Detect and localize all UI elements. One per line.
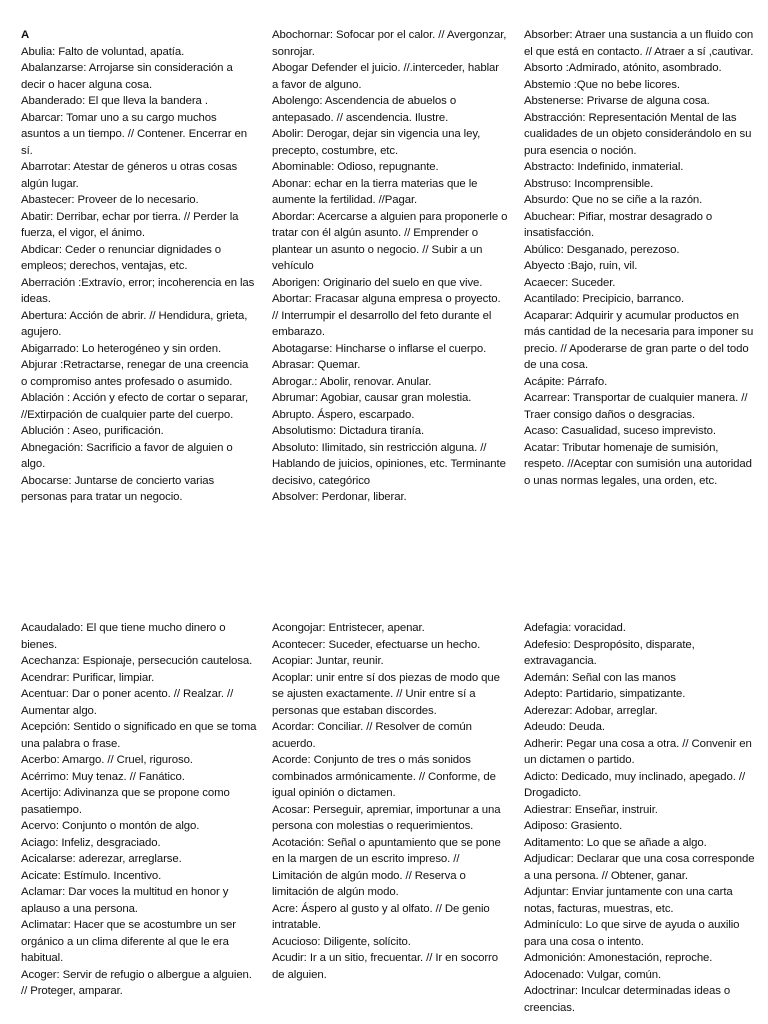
glossary-entry: Ablución : Aseo, purificación. <box>21 425 164 437</box>
glossary-entry: Acaudalado: El que tiene mucho dinero o bienes. <box>21 622 226 651</box>
glossary-entry: Abortar: Fracasar alguna empresa o proyecto. // Interrumpir el desarrollo del feto durante el embarazo. <box>272 293 501 338</box>
glossary-entry: Acicate: Estímulo. Incentivo. <box>21 869 162 882</box>
glossary-entry: Abulia: Falto de voluntad, apatía. <box>21 45 185 58</box>
glossary-entry: Abstracto: Indefinido, inmaterial. <box>524 161 684 173</box>
glossary-entry: Acudir: Ir a un sitio, frecuentar. // Ir en socorro de alguien. <box>272 952 498 981</box>
glossary-entry: Abatir: Derribar, echar por tierra. // Perder la fuerza, el vigor, el ánimo. <box>21 210 239 239</box>
glossary-entry: Acicalarse: aderezar, arreglarse. <box>21 853 182 865</box>
glossary-entry: Acoplar: unir entre sí dos piezas de modo que se ajusten exactamente. // Unir entre sí a personas que estaban discordes. <box>272 671 500 717</box>
glossary-entry: Acoger: Servir de refugio o albergue a alguien. // Proteger, amparar. <box>21 968 252 997</box>
glossary-entry: Abuchear: Pifiar, mostrar desagrado o insatisfacción. <box>524 210 713 239</box>
glossary-entry: Acertijo: Adivinanza que se propone como pasatiempo. <box>21 787 230 816</box>
glossary-entry: Acontecer: Suceder, efectuarse un hecho. <box>272 638 481 651</box>
glossary-entry: Aciago: Infeliz, desgraciado. <box>21 836 161 849</box>
glossary-entry: Abigarrado: Lo heterogéneo y sin orden. <box>21 342 222 355</box>
glossary-entry: Adherir: Pegar una cosa a otra. // Convenir en un dictamen o partido. <box>524 737 752 766</box>
glossary-entry: Acongojar: Entristecer, apenar. <box>272 622 425 634</box>
glossary-entry: Acatar: Tributar homenaje de sumisión, respeto. //Aceptar con sumisión una autoridad o unas normas legales, una orden, etc. <box>524 441 752 487</box>
glossary-entry: Abonar: echar en la tierra materias que le aumente la fertilidad. //Pagar. <box>272 177 478 206</box>
glossary-entry: Abolir: Derogar, dejar sin vigencia una ley, precepto, costumbre, etc. <box>272 128 481 157</box>
glossary-entry: Acre: Áspero al gusto y al olfato. // De genio intratable. <box>272 902 490 931</box>
top-column-1 <box>21 27 257 506</box>
glossary-entry: Abochornar: Sofocar por el calor. // Avergonzar, sonrojar. <box>272 29 507 58</box>
glossary-entry: Acarrear: Transportar de cualquier manera. // Traer consigo daños o desgracias. <box>524 392 748 421</box>
glossary-entry: Adicto: Dedicado, muy inclinado, apegado. // Drogadicto. <box>524 770 746 799</box>
glossary-entry: Abalanzarse: Arrojarse sin consideración a decir o hacer alguna cosa. <box>21 62 233 91</box>
glossary-entry: Abjurar :Retractarse, renegar de una creencia o compromiso antes profesado o asumido. <box>21 359 249 388</box>
glossary-entry: Abstruso: Incomprensible. <box>524 177 654 190</box>
glossary-entry: Abastecer: Proveer de lo necesario. <box>21 194 199 206</box>
glossary-entry: Ademán: Señal con las manos <box>524 671 676 684</box>
glossary-entry: Abertura: Acción de abrir. // Hendidura, grieta, agujero. <box>21 309 248 338</box>
glossary-entry: Adefesio: Despropósito, disparate, extravagancia. <box>524 638 695 667</box>
glossary-entry: Acorde: Conjunto de tres o más sonidos combinados armónicamente. // Conforme, de igual opinión o dictamen. <box>272 754 496 799</box>
glossary-entry: Adjudicar: Declarar que una cosa corresponde a una persona. // Obtener, ganar. <box>524 853 755 882</box>
glossary-entry: Abdicar: Ceder o renunciar dignidades o empleos; derechos, ventajas, etc. <box>21 243 221 272</box>
glossary-entry: Adiestrar: Enseñar, instruir. <box>524 803 658 816</box>
bottom-column-2 <box>272 620 508 983</box>
glossary-entry: Adminículo: Lo que sirve de ayuda o auxilio para una cosa o intento. <box>524 919 740 948</box>
glossary-entry: Acepción: Sentido o significado en que se toma una palabra o frase. <box>21 721 257 750</box>
glossary-entry: Abúlico: Desganado, perezoso. <box>524 243 680 256</box>
glossary-entry: Acervo: Conjunto o montón de algo. <box>21 820 200 832</box>
glossary-entry: Abarcar: Tomar uno a su cargo muchos asuntos a un tiempo. // Contener. Encerrar en sí. <box>21 111 247 157</box>
glossary-entry: Acaso: Casualidad, suceso imprevisto. <box>524 425 716 437</box>
glossary-entry: Adocenado: Vulgar, común. <box>524 968 662 981</box>
glossary-entry: Acendrar: Purificar, limpiar. <box>21 671 155 684</box>
glossary-entry: Abrasar: Quemar. <box>272 359 361 371</box>
glossary-entry: Absoluto: Ilimitado, sin restricción alguna. // Hablando de juicios, opiniones, etc. Terminante decisivo, categórico <box>272 441 506 487</box>
glossary-entry: Abocarse: Juntarse de concierto varias personas para tratar un negocio. <box>21 474 215 503</box>
top-column-2 <box>272 27 508 506</box>
glossary-entry: Abordar: Acercarse a alguien para proponerle o tratar con él algún asunto. // Emprender o plantear un asunto o negocio. // Subir a un vehículo <box>272 210 508 272</box>
glossary-entry: Absorber: Atraer una sustancia a un fluido con el que está en contacto. // Atraer a sí ,cautivar. <box>524 29 754 58</box>
glossary-entry: Abstemio :Que no bebe licores. <box>524 78 680 91</box>
glossary-entry: Aditamento: Lo que se añade a algo. <box>524 836 707 849</box>
glossary-entry: Abotagarse: Hincharse o inflarse el cuerpo. <box>272 342 487 355</box>
glossary-entry: Acosar: Perseguir, apremiar, importunar a una persona con molestias o requerimientos. <box>272 803 501 832</box>
glossary-entry: Adjuntar: Enviar juntamente con una carta notas, facturas, muestras, etc. <box>524 886 733 915</box>
glossary-entry: Adepto: Partidario, simpatizante. <box>524 688 686 700</box>
glossary-entry: Acérrimo: Muy tenaz. // Fanático. <box>21 770 185 783</box>
glossary-entry: Adoctrinar: Inculcar determinadas ideas o creencias. <box>524 985 731 1014</box>
glossary-entry: Abrupto. Áspero, escarpado. <box>272 408 415 421</box>
bottom-column-1 <box>21 620 257 1000</box>
glossary-entry: Abnegación: Sacrificio a favor de alguien o algo. <box>21 441 233 470</box>
glossary-entry: Abarrotar: Atestar de géneros u otras cosas algún lugar. <box>21 161 238 190</box>
bottom-column-3 <box>524 620 760 1016</box>
glossary-entry: Acápite: Párrafo. <box>524 375 608 388</box>
glossary-entry: Abstracción: Representación Mental de las cualidades de un objeto considerándolo en su pura esencia o noción. <box>524 111 752 157</box>
glossary-entry: Ablación : Acción y efecto de cortar o separar, //Extirpación de cualquier parte del cuerpo. <box>21 392 249 421</box>
glossary-entry: Abanderado: El que lleva la bandera . <box>21 95 208 107</box>
glossary-entry: Abogar Defender el juicio. //.interceder, hablar a favor de alguno. <box>272 62 499 91</box>
glossary-entry: Acentuar: Dar o poner acento. // Realzar. // Aumentar algo. <box>21 688 234 717</box>
glossary-entry: Abolengo: Ascendencia de abuelos o antepasado. // ascendencia. Ilustre. <box>272 95 457 124</box>
glossary-entry: Admonición: Amonestación, reproche. <box>524 952 713 964</box>
letter-heading: A <box>21 29 30 41</box>
glossary-entry: Acopiar: Juntar, reunir. <box>272 655 384 667</box>
glossary-entry: Absolutismo: Dictadura tiranía. <box>272 425 425 437</box>
glossary-entry: Abrogar.: Abolir, renovar. Anular. <box>272 375 432 388</box>
glossary-entry: Absolver: Perdonar, liberar. <box>272 491 407 503</box>
glossary-entry: Aberración :Extravío, error; incoherencia en las ideas. <box>21 276 255 305</box>
glossary-entry: Aborigen: Originario del suelo en que vive. <box>272 276 483 289</box>
bottom-glossary-section <box>0 620 768 1024</box>
glossary-entry: Acerbo: Amargo. // Cruel, riguroso. <box>21 754 193 766</box>
glossary-entry: Acechanza: Espionaje, persecución cautelosa. <box>21 655 253 667</box>
glossary-entry: Acaparar: Adquirir y acumular productos en más cantidad de la necesaria para imponer su precio. // Apoderarse de gran parte o del todo de una cosa. <box>524 309 754 371</box>
glossary-entry: Abyecto :Bajo, ruin, vil. <box>524 260 638 272</box>
top-glossary-section <box>0 27 768 567</box>
glossary-entry: Abstenerse: Privarse de alguna cosa. <box>524 95 710 107</box>
glossary-entry: Absurdo: Que no se ciñe a la razón. <box>524 194 703 206</box>
glossary-entry: Acaecer: Suceder. <box>524 276 616 289</box>
glossary-entry: Acantilado: Precipicio, barranco. <box>524 293 685 305</box>
glossary-entry: Adiposo: Grasiento. <box>524 820 623 832</box>
glossary-entry: Absorto :Admirado, atónito, asombrado. <box>524 62 722 74</box>
glossary-entry: Abrumar: Agobiar, causar gran molestia. <box>272 392 472 404</box>
glossary-entry: Aderezar: Adobar, arreglar. <box>524 704 658 717</box>
glossary-entry: Acordar: Conciliar. // Resolver de común acuerdo. <box>272 721 472 750</box>
glossary-entry: Aclamar: Dar voces la multitud en honor y aplauso a una persona. <box>21 886 229 915</box>
glossary-entry: Acucioso: Diligente, solícito. <box>272 935 411 948</box>
glossary-entry: Adefagia: voracidad. <box>524 622 626 634</box>
top-column-3 <box>524 27 760 489</box>
glossary-entry: Acotación: Señal o apuntamiento que se pone en la margen de un escrito impreso. // Limitación de algún modo. // Reserva o limitación de algún modo. <box>272 836 501 898</box>
glossary-entry: Adeudo: Deuda. <box>524 721 605 733</box>
glossary-entry: Abominable: Odioso, repugnante. <box>272 161 439 173</box>
glossary-entry: Aclimatar: Hacer que se acostumbre un ser orgánico a un clima diferente al que le era habitual. <box>21 919 236 964</box>
